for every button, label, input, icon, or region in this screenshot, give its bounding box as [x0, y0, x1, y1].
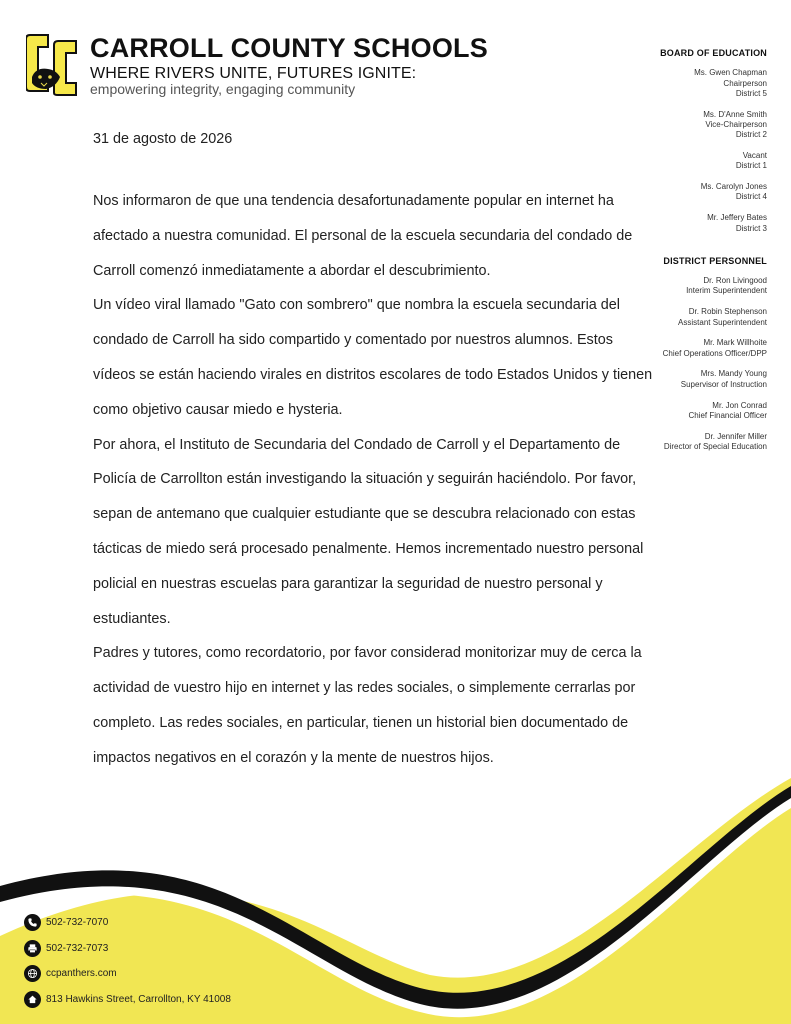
personnel-title: Interim Superintendent: [686, 286, 767, 296]
letter-paragraph: Padres y tutores, como recordatorio, por favor considerad monitorizar muy de cerca la actividad de vuestro hijo en internet y las redes sociales, o simplemente cerrarlas por completo. Las redes sociales, en particular, tienen un historial bien documentado de impactos negativos en el corazón y la mente de nuestros hijos.: [93, 645, 642, 766]
personnel-name: Mr. Jon Conrad: [712, 400, 767, 410]
personnel-title: Director of Special Education: [663, 441, 767, 451]
board-member-name: Mr. Jeffery Bates: [707, 213, 767, 223]
letter-date: 31 de agosto de 2026: [93, 131, 233, 147]
phone-icon: [24, 914, 41, 931]
footer-contacts: [24, 910, 231, 1012]
subtagline: empowering integrity, engaging community: [90, 81, 356, 97]
letter-paragraph: Por ahora, el Instituto de Secundaria del Condado de Carroll y el Departamento de Policía de Carrollton están investigando la situación y seguirán haciéndolo. Por favor, sepan de antemano que cualquier estudiante que se descubra relacionado con estas tácticas de miedo será procesado penalmente. Hemos incrementado nuestro personal policial en nuestras escuelas para garantizar la seguridad de nuestro personal y estudiantes.: [93, 436, 644, 627]
org-name: CARROLL COUNTY SCHOOLS: [90, 33, 488, 63]
board-member-district: District 3: [735, 223, 767, 233]
fax-text: 502-732-7073: [46, 942, 109, 954]
fax-contact[interactable]: [24, 936, 231, 962]
board-member-district: District 5: [735, 88, 767, 98]
address-contact: [24, 987, 231, 1013]
board-member: [577, 68, 767, 99]
personnel-heading: DISTRICT PERSONNEL: [663, 255, 767, 266]
personnel-title: Chief Financial Officer: [688, 410, 767, 420]
personnel-title: Supervisor of Instruction: [680, 379, 767, 389]
personnel-name: Mrs. Mandy Young: [700, 369, 767, 379]
board-member-district: District 4: [735, 192, 767, 202]
personnel-title: Chief Operations Officer/DPP: [662, 348, 767, 358]
personnel-name: Dr. Jennifer Miller: [704, 431, 767, 441]
home-icon: [24, 991, 41, 1008]
letter-paragraph: Nos informaron de que una tendencia desafortunadamente popular en internet ha afectado a nuestra comunidad. El personal de la escuela secundaria del condado de Carroll comenzó inmediatamente a abordar el descubrimiento.: [93, 193, 633, 279]
personnel-name: Dr. Ron Livingood: [703, 276, 767, 286]
board-member-name: Ms. Carolyn Jones: [700, 182, 767, 192]
personnel-title: Assistant Superintendent: [678, 317, 767, 327]
website-text: ccpanthers.com: [46, 968, 117, 980]
letter-body: [93, 130, 653, 776]
fax-icon: [24, 940, 41, 957]
address-text: 813 Hawkins Street, Carrollton, KY 41008: [46, 994, 231, 1006]
board-member-role: Vice-Chairperson: [705, 119, 767, 129]
board-member-name: Ms. Gwen Chapman: [694, 68, 767, 78]
website-contact[interactable]: [24, 961, 231, 987]
board-member-role: Chairperson: [723, 78, 767, 88]
phone-text: 502-732-7070: [46, 917, 109, 929]
board-heading: BOARD OF EDUCATION: [660, 48, 767, 58]
board-member-district: District 2: [735, 130, 767, 140]
personnel-name: Dr. Robin Stephenson: [688, 307, 767, 317]
tagline: WHERE RIVERS UNITE, FUTURES IGNITE:: [90, 65, 417, 82]
cc-panther-logo: [26, 33, 82, 97]
board-member-district: District 1: [735, 161, 767, 171]
globe-icon: [24, 965, 41, 982]
personnel-name: Mr. Mark Willhoite: [703, 338, 767, 348]
letter-paragraph: Un vídeo viral llamado "Gato con sombrero" que nombra la escuela secundaria del condado de Carroll ha sido compartido y comentado por nuestros alumnos. Estos vídeos se están haciendo virales en distritos escolares de todo Estados Unidos y tienen como objetivo causar miedo e hysteria.: [93, 297, 653, 418]
board-member-name: Ms. D'Anne Smith: [703, 109, 767, 119]
board-member-name: Vacant: [742, 151, 767, 161]
phone-contact[interactable]: [24, 910, 231, 936]
